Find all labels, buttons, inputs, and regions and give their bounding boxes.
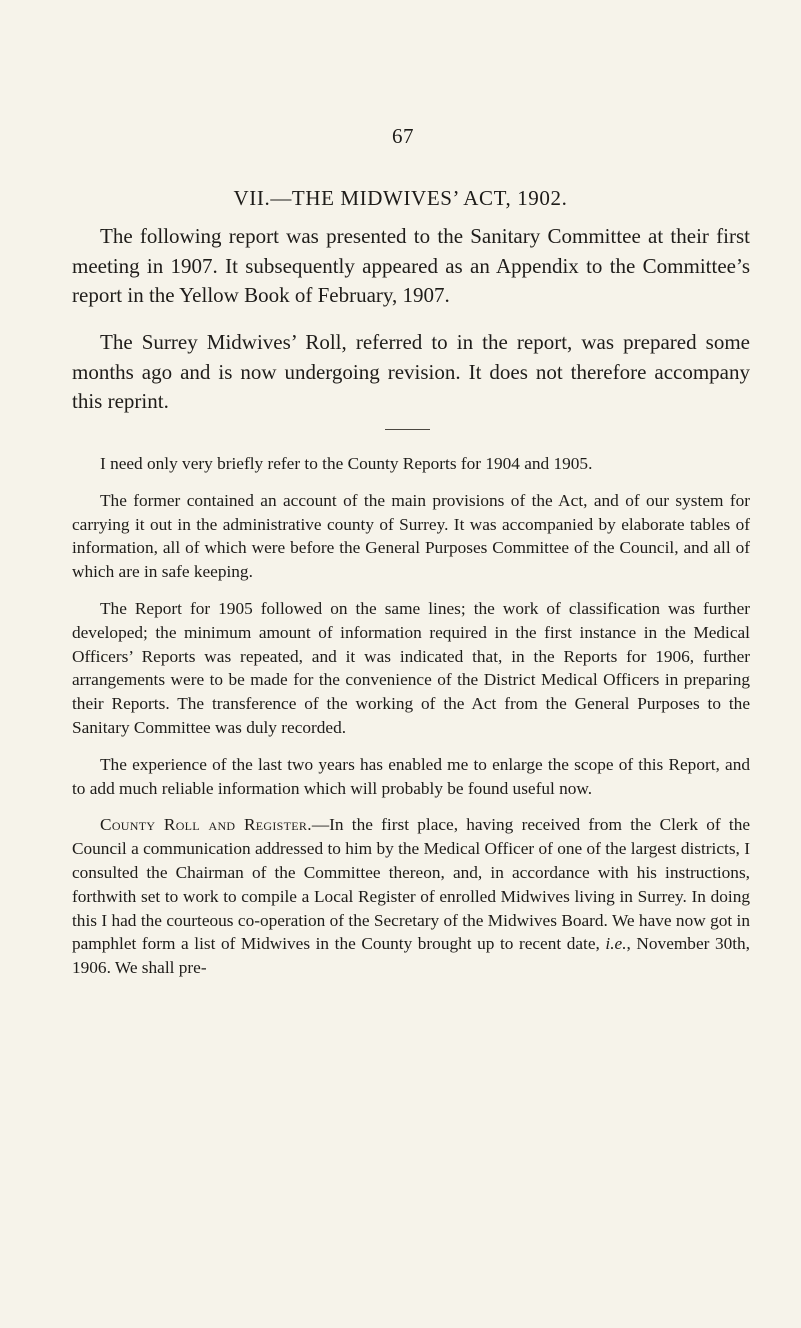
- report-paragraph: [72, 813, 750, 980]
- section-divider: [385, 429, 430, 430]
- report-body: [72, 452, 750, 993]
- report-paragraph: The Report for 1905 followed on the same lines; the work of classification was further developed; the minimum amount of information required in the first instance in the Medical Officers’ Reports was repeated, and it was indicated that, in the Reports for 1906, further arrangements were to be made for the convenience of the District Medical Officers in preparing their Reports. The transference of the working of the Act from the General Purposes to the Sanitary Committee was duly recorded.: [72, 598, 750, 737]
- paragraph-heading: County Roll and Register.: [100, 815, 312, 835]
- paragraph-italic: i.e.: [605, 934, 627, 954]
- paragraph-text-end: , November 30th, 1906. We shall pre-: [72, 934, 750, 978]
- intro-paragraph: The Surrey Midwives’ Roll, referred to in the report, was prepared some months ago and is now undergoing revision. It does not therefore accompany this reprint.: [72, 330, 750, 413]
- paragraph-text: —In the first place, having received from the Clerk of the Council a communication addressed to him by the Medical Officer of one of the largest districts, I consulted the Chairman of the Committee thereon, and, in accordance with his instructions, forthwith set to work to compile a Local Register of enrolled Midwives living in Surrey. In doing this I had the courteous co-operation of the Secretary of the Midwives Board. We have now got in pamphlet form a list of Midwives in the County brought up to recent date,: [72, 815, 751, 954]
- intro-paragraph: The following report was presented to the Sanitary Committee at their first meeting in 1907. It subsequently appeared as an Appendix to the Committee’s report in the Yellow Book of February, 1907.: [72, 224, 750, 307]
- report-paragraph: The former contained an account of the main provisions of the Act, and of our system for carrying it out in the administrative county of Surrey. It was accompanied by elaborate tables of information, all of which were before the General Purposes Committee of the Council, and all of which are in safe keeping.: [72, 490, 750, 582]
- page-number: 67: [392, 124, 414, 148]
- report-paragraph: I need only very briefly refer to the County Reports for 1904 and 1905.: [100, 454, 593, 473]
- section-heading: VII.—THE MIDWIVES’ ACT, 1902.: [233, 186, 568, 210]
- report-paragraph: The experience of the last two years has enabled me to enlarge the scope of this Report, and to add much reliable information which will probably be found useful now.: [72, 754, 750, 798]
